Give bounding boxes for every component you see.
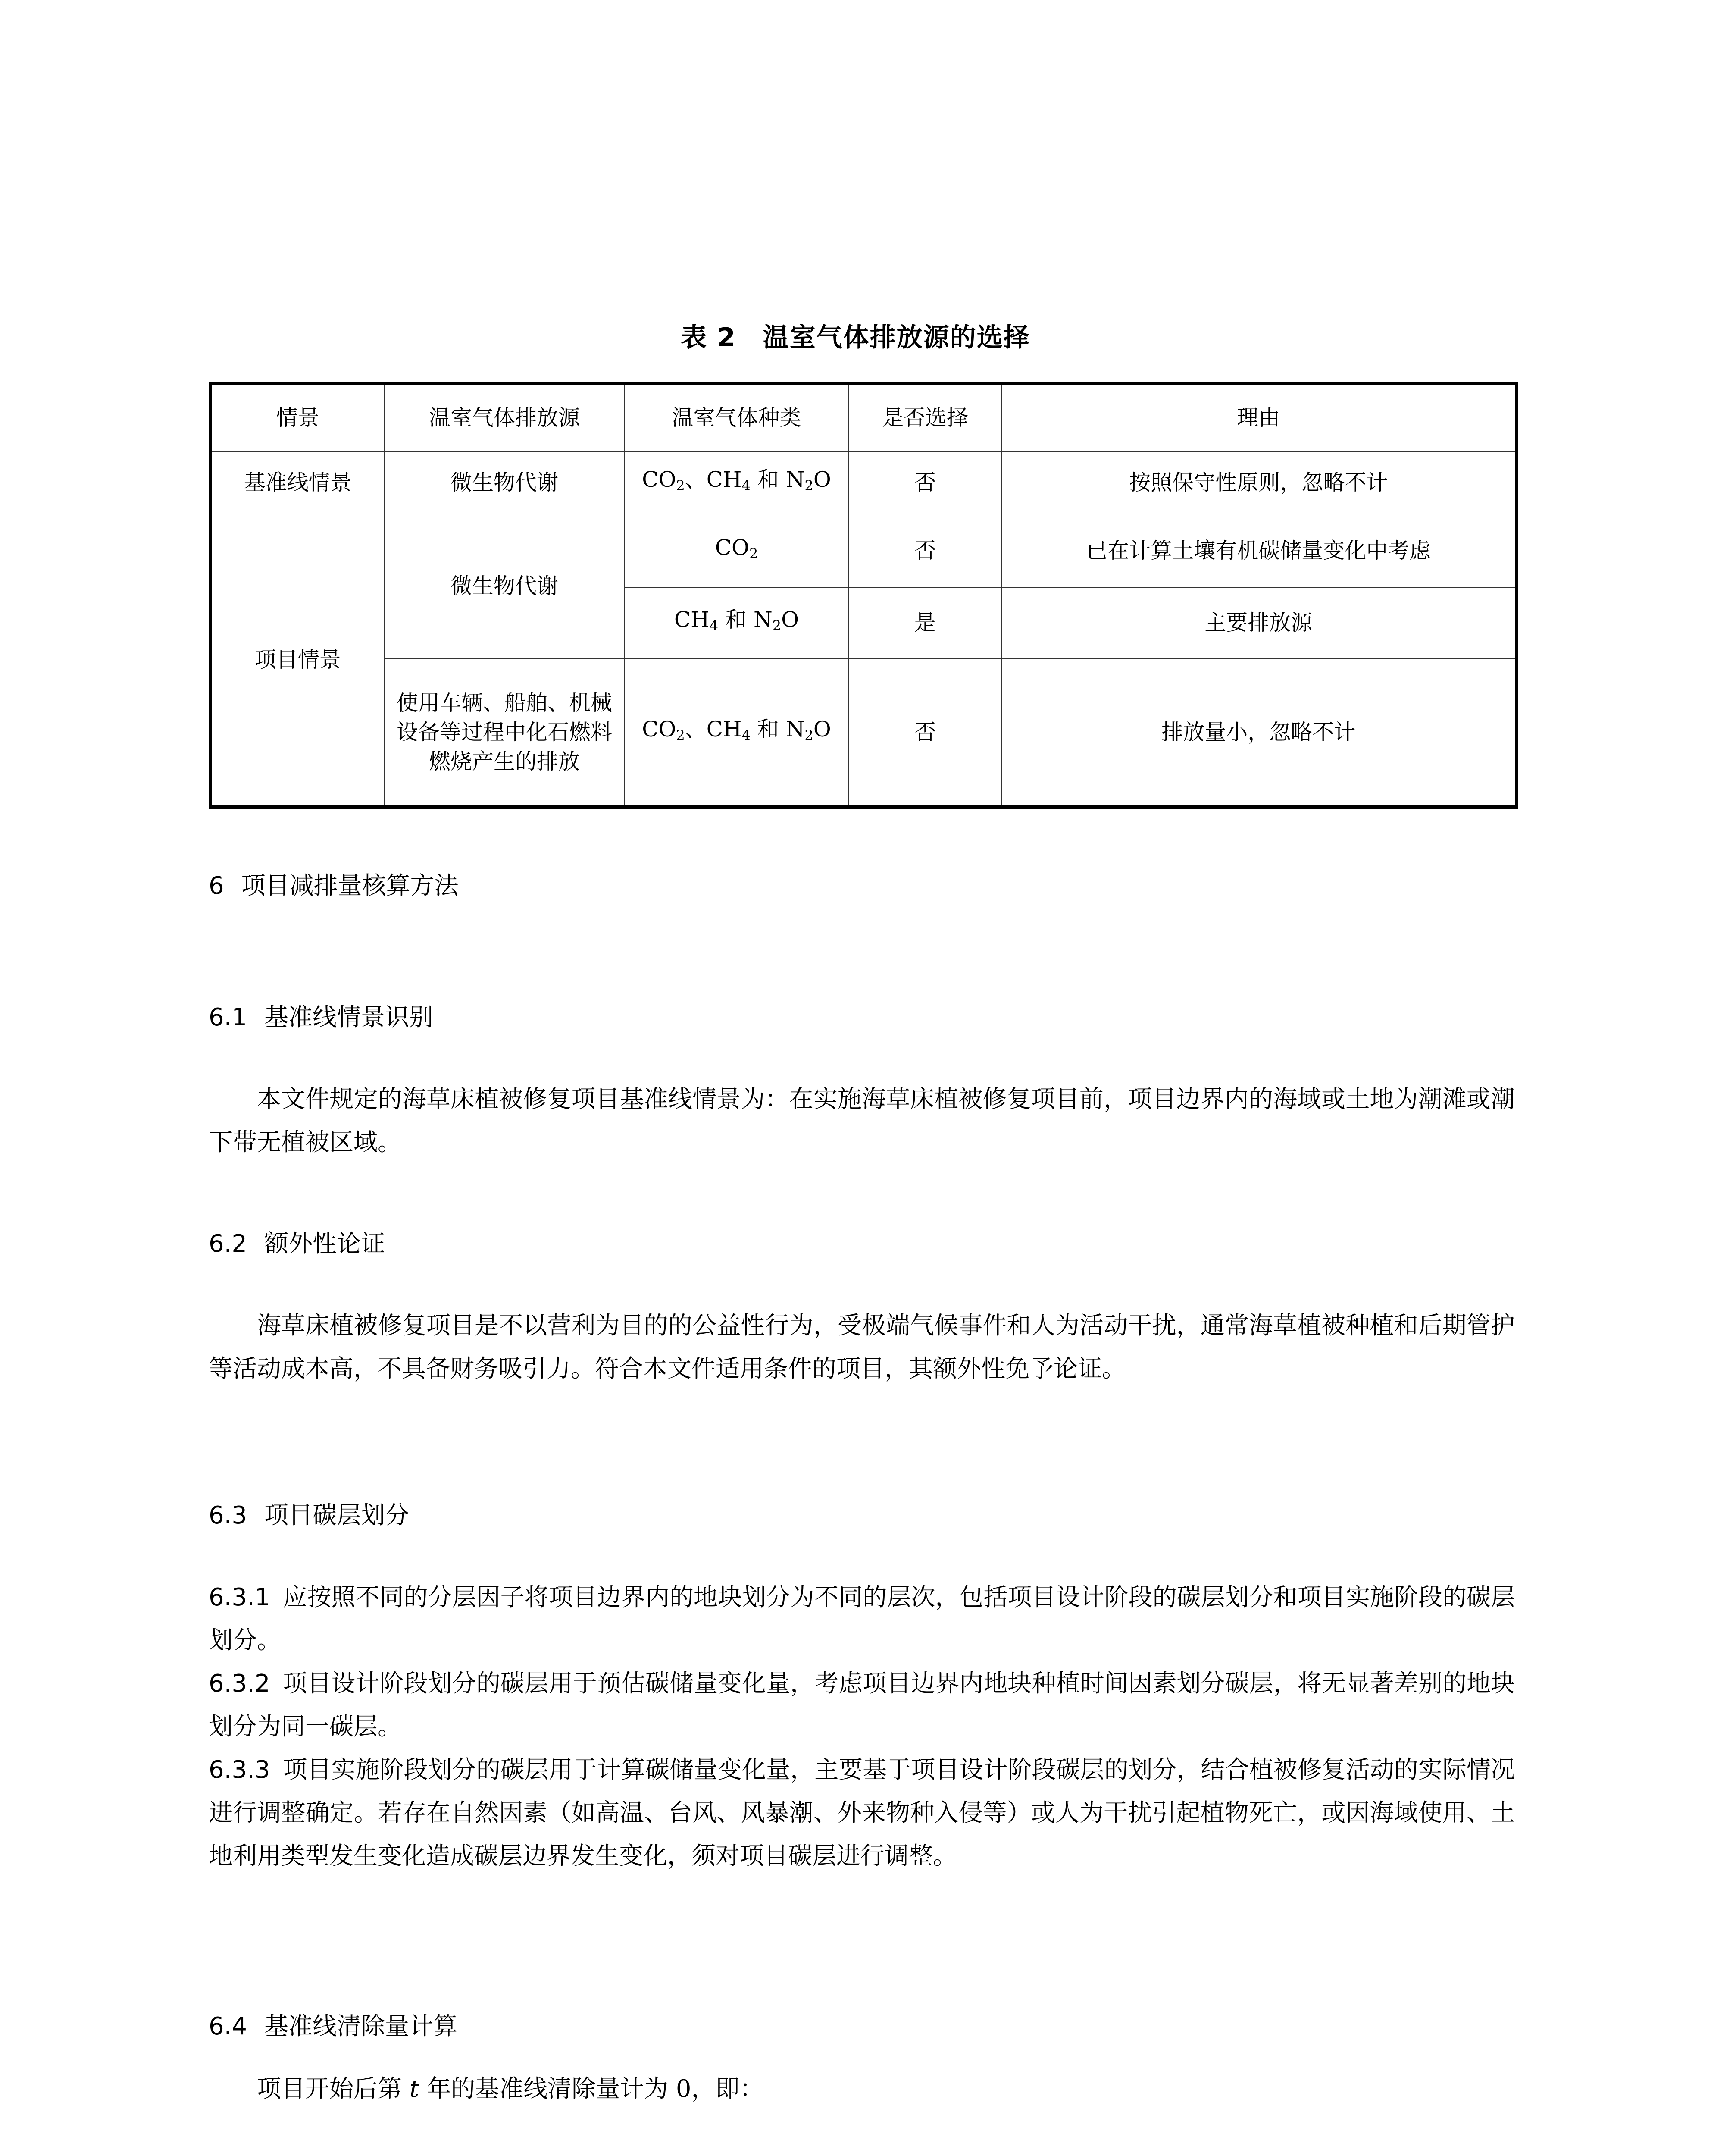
table-header-row — [210, 383, 1517, 451]
section-heading-6-1: 6.1 基准线情景识别 — [209, 1003, 434, 1031]
section-heading-6: 6 项目减排量核算方法 — [209, 872, 459, 900]
scenario-cell: 基准线情景 — [210, 451, 385, 514]
gas-cell: $CO_2$、$CH_4$ 和 $N_2O$ — [625, 451, 849, 514]
header-cell: 温室气体排放源 — [385, 383, 625, 451]
gas-cell: $CH_4$ 和 $N_2O$ — [625, 587, 849, 658]
reason-cell: 已在计算土壤有机碳储量变化中考虑 — [1002, 514, 1517, 587]
table-row — [210, 451, 1517, 514]
selected-cell: 是 — [849, 587, 1002, 658]
source-cell: 微生物代谢 — [385, 451, 625, 514]
selected-cell: 否 — [849, 514, 1002, 587]
reason-cell: 排放量小，忽略不计 — [1002, 658, 1517, 807]
ghg-source-table — [209, 382, 1518, 808]
section-heading-6-3: 6.3 项目碳层划分 — [209, 1501, 410, 1529]
header-cell: 是否选择 — [849, 383, 1002, 451]
table-caption: 表 2 温室气体排放源的选择 — [681, 323, 1030, 353]
selected-cell: 否 — [849, 451, 1002, 514]
variable-t: t — [409, 2075, 419, 2103]
selected-cell: 否 — [849, 658, 1002, 807]
section-heading-6-4: 6.4 基准线清除量计算 — [209, 2012, 458, 2040]
source-cell: 微生物代谢 — [385, 514, 625, 658]
paragraph-baseline-scenario: 本文件规定的海草床植被修复项目基准线情景为：在实施海草床植被修复项目前，项目边界内的海域或土地为潮滩或潮下带无植被区域。 — [209, 1085, 1515, 1156]
clause-6-3-1: 6.3.1 应按照不同的分层因子将项目边界内的地块划分为不同的层次，包括项目设计阶段的碳层划分和项目实施阶段的碳层划分。 — [209, 1583, 1515, 1655]
paragraph-baseline-removal: 项目开始后第 t 年的基准线清除量计为 0，即： — [257, 2075, 764, 2103]
scenario-cell: 项目情景 — [210, 514, 385, 807]
source-cell: 使用车辆、船舶、机械设备等过程中化石燃料燃烧产生的排放 — [385, 658, 625, 807]
header-cell: 情景 — [210, 383, 385, 451]
clause-6-3-3: 6.3.3 项目实施阶段划分的碳层用于计算碳储量变化量，主要基于项目设计阶段碳层的划分，结合植被修复活动的实际情况进行调整确定。若存在自然因素（如高温、台风、风暴潮、外来物种入侵等）或人为干扰引起植物死亡，或因海域使用、土地利用类型发生变化造成碳层边界发生变化，须对项目碳层进行调整。 — [209, 1756, 1515, 1870]
section-heading-6-2: 6.2 额外性论证 — [209, 1230, 385, 1258]
gas-cell: $CO_2$、$CH_4$ 和 $N_2O$ — [625, 658, 849, 807]
clause-6-3-2: 6.3.2 项目设计阶段划分的碳层用于预估碳储量变化量，考虑项目边界内地块种植时间因素划分碳层，将无显著差别的地块划分为同一碳层。 — [209, 1670, 1515, 1741]
header-cell: 温室气体种类 — [625, 383, 849, 451]
reason-cell: 主要排放源 — [1002, 587, 1517, 658]
header-cell: 理由 — [1002, 383, 1517, 451]
table-row — [210, 514, 1517, 587]
paragraph-additionality: 海草床植被修复项目是不以营利为目的的公益性行为，受极端气候事件和人为活动干扰，通常海草植被种植和后期管护等活动成本高，不具备财务吸引力。符合本文件适用条件的项目，其额外性免予论证。 — [209, 1312, 1515, 1383]
gas-cell: $CO_2$ — [625, 514, 849, 587]
reason-cell: 按照保守性原则，忽略不计 — [1002, 451, 1517, 514]
table-row — [210, 658, 1517, 807]
